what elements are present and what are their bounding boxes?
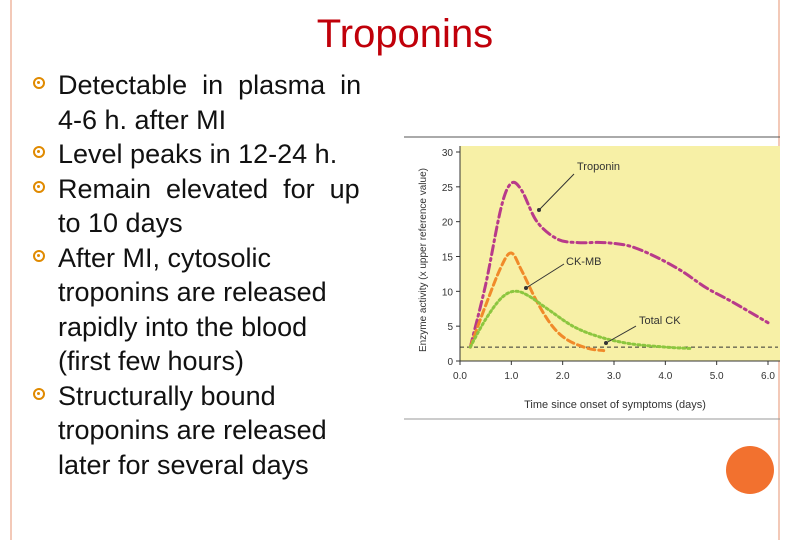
x-tick-label: 4.0 [658,371,673,382]
x-tick-label: 2.0 [555,371,570,382]
bullet-item [30,241,390,379]
enzyme-chart-svg [404,136,780,420]
bullet-marker-icon [33,146,45,158]
x-axis-label: Time since onset of symptoms (days) [524,399,706,411]
bullet-list [30,68,390,482]
bullet-item [30,137,390,172]
total-ck-label: Total CK [639,315,681,327]
y-tick-label: 20 [441,217,453,229]
bullet-marker-icon [33,181,45,193]
ck-mb-pointer-dot [524,286,528,290]
y-tick-label: 30 [441,148,453,159]
bullet-marker-icon [33,250,45,262]
bullet-item [30,172,390,241]
bullet-item [30,68,390,137]
x-tick-label: 5.0 [709,371,724,382]
troponin-pointer-dot [537,208,541,212]
y-tick-label: 10 [441,287,453,299]
y-tick-label: 25 [441,182,453,194]
bullet-item [30,379,390,483]
y-tick-label: 15 [441,252,453,264]
slide-title: Troponins [316,12,494,56]
y-tick-label: 0 [447,357,453,368]
bullet-text: Structurally bound troponins are released later for several days [58,380,327,480]
slide-frame-left [10,0,12,540]
decorative-circle [726,446,774,494]
enzyme-chart [404,136,780,420]
troponin-label: Troponin [577,161,621,173]
bullet-marker-icon [33,388,45,400]
bullet-text: Remain elevated for up to 10 days [58,173,360,238]
x-tick-label: 3.0 [607,371,621,382]
total-ck-pointer-dot [604,341,608,345]
x-tick-label: 6.0 [761,371,775,382]
bullet-text: After MI, cytosolic troponins are released rapidly into the blood (first few hours) [58,242,327,376]
ck-mb-label: CK-MB [566,256,602,268]
x-tick-label: 0.0 [453,371,467,382]
bullet-text: Detectable in plasma in 4-6 h. after MI [58,70,362,135]
x-tick-label: 1.0 [504,371,519,382]
y-tick-label: 5 [447,322,453,334]
y-axis-label: Enzyme activity (x upper reference value) [418,168,429,352]
bullet-text: Level peaks in 12-24 h. [58,139,338,169]
bullet-marker-icon [33,77,45,89]
